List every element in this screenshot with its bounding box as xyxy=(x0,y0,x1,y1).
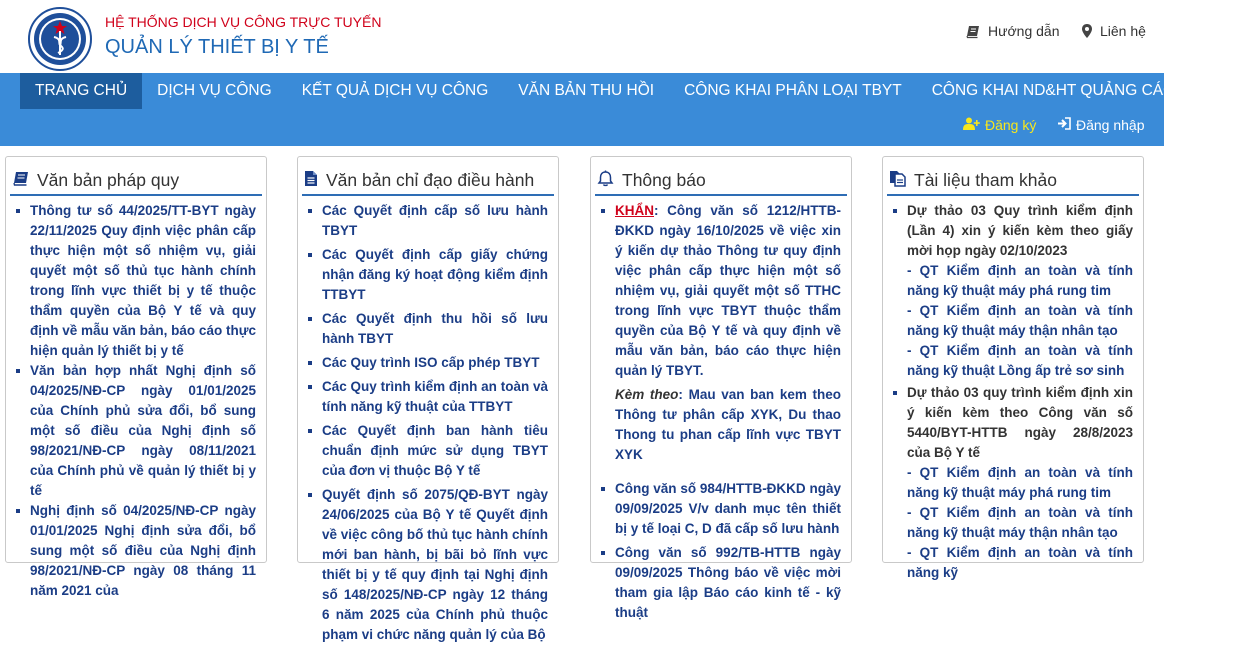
guide-label: Hướng dẫn xyxy=(988,23,1060,39)
notices-panel xyxy=(590,156,852,620)
panel-title: Thông báo xyxy=(622,170,706,190)
panel-header xyxy=(10,167,262,196)
reference-group xyxy=(883,201,1143,381)
contact-link[interactable] xyxy=(1082,23,1146,39)
bell-icon xyxy=(597,170,614,192)
panel-title: Văn bản chỉ đạo điều hành xyxy=(326,170,535,190)
site-header xyxy=(0,0,1164,73)
file-text-icon xyxy=(304,170,318,192)
reference-link[interactable]: - QT Kiểm định an toàn và tính năng kỹ thuật máy phá rung tim xyxy=(907,263,1133,298)
attachment-line xyxy=(615,385,841,465)
panel-header xyxy=(595,167,847,196)
book-icon xyxy=(12,171,29,191)
panel-body xyxy=(298,201,558,642)
reference-link[interactable]: - QT Kiểm định an toàn và tính năng kỹ xyxy=(907,545,1133,580)
list-item[interactable]: Các Quy trình ISO cấp phép TBYT xyxy=(298,353,558,373)
nav-advertising[interactable]: CÔNG KHAI ND&HT QUẢNG CÁO TBYT xyxy=(931,82,1219,99)
reference-group xyxy=(883,383,1143,583)
references-panel xyxy=(882,156,1144,580)
panel-body xyxy=(591,201,851,620)
ministry-logo[interactable] xyxy=(28,7,92,71)
list-item[interactable]: Văn bản hợp nhất Nghị định số 04/2025/NĐ-CP ngày 01/01/2025 của Chính phủ sửa đổi, bổ sung một số điều của Nghị định số 98/2021/NĐ-CP ngày 08/11/2021 của Chính phủ về quản lý thiết bị y tế xyxy=(6,361,266,501)
urgent-notice-item[interactable] xyxy=(591,201,851,465)
book-icon xyxy=(966,25,980,38)
list-item[interactable]: Các Quyết định ban hành tiêu chuẩn định mức sử dụng TBYT của đơn vị thuộc Bộ Y tế xyxy=(298,421,558,481)
legal-documents-panel xyxy=(5,156,267,598)
attachment-text[interactable]: : Mau van ban kem theo Thông tư phân cấp XYK, Du thao Thong tu phan cấp lĩnh vực TBYT XYK xyxy=(615,387,841,462)
reference-link[interactable]: - QT Kiểm định an toàn và tính năng kỹ thuật Lồng ấp trẻ sơ sinh xyxy=(907,343,1133,378)
register-label: Đăng ký xyxy=(985,117,1037,133)
nav-recall-documents[interactable]: VĂN BẢN THU HỒI xyxy=(518,82,655,99)
panel-body xyxy=(6,201,266,598)
directive-documents-panel xyxy=(297,156,559,642)
panel-title: Tài liệu tham khảo xyxy=(914,170,1057,190)
register-link[interactable] xyxy=(963,117,1036,133)
nav-public-services[interactable]: DỊCH VỤ CÔNG xyxy=(157,82,272,99)
nav-service-results[interactable]: KẾT QUẢ DỊCH VỤ CÔNG xyxy=(301,82,489,99)
reference-link[interactable]: - QT Kiểm định an toàn và tính năng kỹ thuật máy phá rung tim xyxy=(907,465,1133,500)
reference-group-title: Dự thảo 03 quy trình kiểm định xin ý kiến kèm theo Công văn số 5440/BYT-HTTB ngày 28/8/2023 của Bộ Y tế xyxy=(907,385,1133,460)
reference-link[interactable]: - QT Kiểm định an toàn và tính năng kỹ thuật máy thận nhân tạo xyxy=(907,505,1133,540)
reference-group-title: Dự thảo 03 Quy trình kiểm định (Lần 4) xin ý kiến kèm theo giấy mời họp ngày 02/10/2023 xyxy=(907,203,1133,258)
panel-header xyxy=(302,167,554,196)
panel-body xyxy=(883,201,1143,580)
panel-title: Văn bản pháp quy xyxy=(37,170,180,190)
list-item[interactable]: Công văn số 984/HTTB-ĐKKD ngày 09/09/2025 V/v danh mục tên thiết bị y tế loại C, D đã cấp số lưu hành xyxy=(591,479,851,539)
list-item[interactable]: Thông tư số 44/2025/TT-BYT ngày 22/11/2025 Quy định việc phân cấp thực hiện một số nhiệm vụ, giải quyết một số thủ tục hành chính trong lĩnh vực thiết bị y tế thuộc thẩm quyền của Bộ Y tế và quy định về mẫu văn bản, báo cáo thực hiện quản lý thiết bị y tế xyxy=(6,201,266,361)
list-item[interactable]: Nghị định số 04/2025/NĐ-CP ngày 01/01/2025 Nghị định sửa đổi, bổ sung một số điều của Nghị định 98/2021/NĐ-CP ngày 08 tháng 11 năm 2021 của xyxy=(6,501,266,601)
nav-classification[interactable]: CÔNG KHAI PHÂN LOẠI TBYT xyxy=(684,82,902,99)
list-item[interactable]: Công văn số 992/TB-HTTB ngày 09/09/2025 Thông báo về việc mời tham gia lập Báo cáo kinh tế - kỹ thuật xyxy=(591,543,851,623)
nav-home[interactable]: TRANG CHỦ xyxy=(20,73,142,109)
list-item[interactable]: Các Quy trình kiểm định an toàn và tính năng kỹ thuật của TTBYT xyxy=(298,377,558,417)
documents-icon xyxy=(889,170,906,192)
reference-link[interactable]: - QT Kiểm định an toàn và tính năng kỹ thuật máy thận nhân tạo xyxy=(907,303,1133,338)
guide-link[interactable] xyxy=(966,23,1059,39)
list-item[interactable]: Các Quyết định cấp giấy chứng nhận đăng ký hoạt động kiểm định TTBYT xyxy=(298,245,558,305)
site-title[interactable]: QUẢN LÝ THIẾT BỊ Y TẾ xyxy=(105,36,329,58)
user-plus-icon xyxy=(963,117,980,133)
org-line: HỆ THỐNG DỊCH VỤ CÔNG TRỰC TUYẾN xyxy=(105,14,382,30)
urgent-text: : Công văn số 1212/HTTB-ĐKKD ngày 16/10/2025 về việc xin ý kiến dự thảo Thông tư quy định việc phân cấp thực hiện một số nhiệm vụ, giải quyết một số TTHC trong lĩnh vực TBYT thuộc thẩm quyền của Bộ Y tế và quy định về mẫu văn bản, báo cáo thực hiện quản lý TBYT. xyxy=(615,203,841,378)
map-marker-icon xyxy=(1082,24,1092,38)
list-item[interactable]: Các Quyết định thu hồi số lưu hành TBYT xyxy=(298,309,558,349)
list-item[interactable]: Quyết định số 2075/QĐ-BYT ngày 24/06/2025 của Bộ Y tế Quyết định về việc công bố thủ tục hành chính mới ban hành, bị bãi bỏ lĩnh vực thiết bị y tế quy định tại Nghị định số 148/2025/NĐ-CP ngày 12 tháng 6 năm 2025 của Chính phủ thuộc phạm vi chức năng quản lý của Bộ xyxy=(298,485,558,645)
contact-label: Liên hệ xyxy=(1100,23,1146,39)
attachment-label: Kèm theo xyxy=(615,387,679,402)
login-label: Đăng nhập xyxy=(1076,117,1145,133)
urgent-label: KHẨN xyxy=(615,203,654,218)
list-item[interactable]: Các Quyết định cấp số lưu hành TBYT xyxy=(298,201,558,241)
panel-header xyxy=(887,167,1139,196)
sign-in-icon xyxy=(1057,117,1071,133)
login-link[interactable] xyxy=(1057,117,1145,133)
main-nav xyxy=(0,73,1219,146)
